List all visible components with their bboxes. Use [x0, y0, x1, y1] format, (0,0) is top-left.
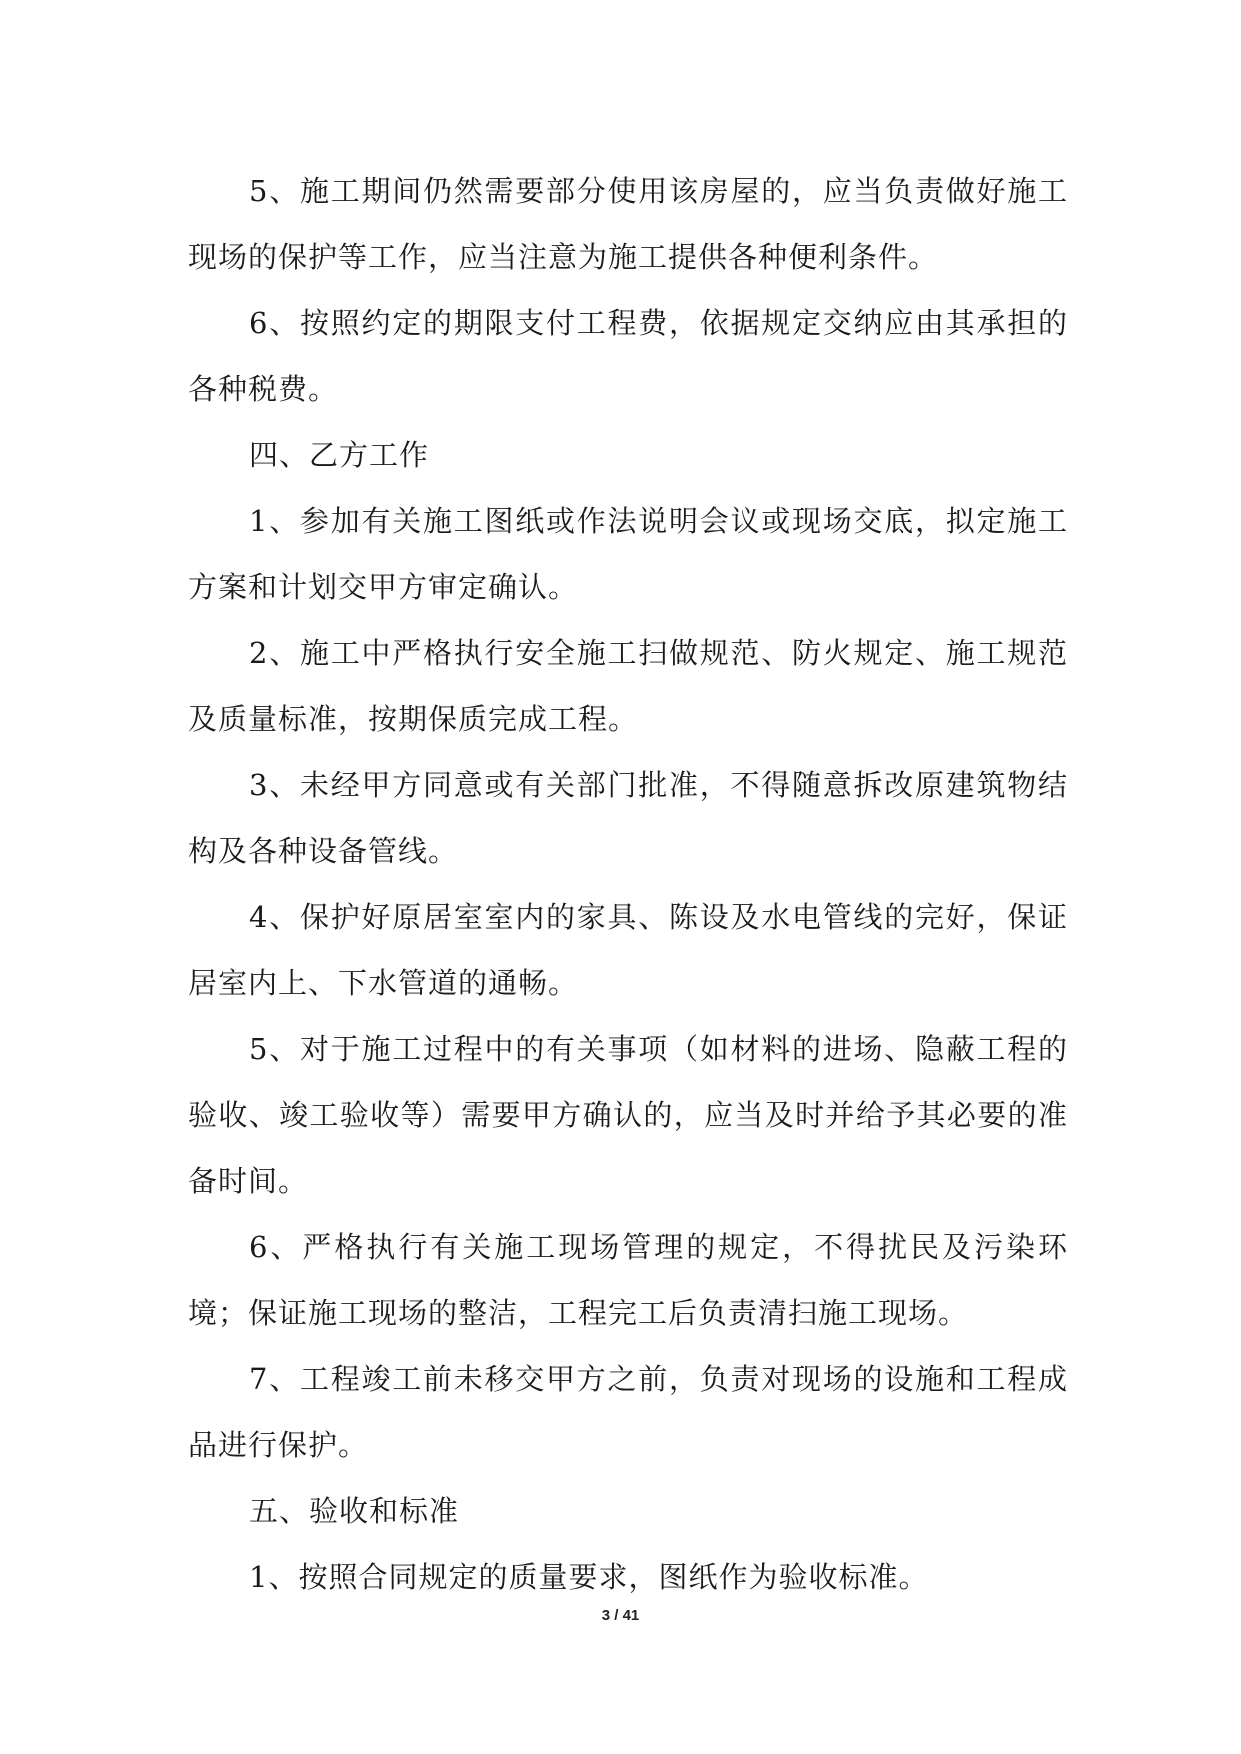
- paragraph: 1、参加有关施工图纸或作法说明会议或现场交底，拟定施工方案和计划交甲方审定确认。: [188, 504, 1068, 604]
- paragraph: 2、施工中严格执行安全施工扫做规范、防火规定、施工规范及质量标准，按期保质完成工程。: [188, 636, 1068, 736]
- paragraph: 5、对于施工过程中的有关事项（如材料的进场、隐蔽工程的验收、竣工验收等）需要甲方确认的，应当及时并给予其必要的准备时间。: [188, 1032, 1068, 1198]
- section-heading: 四、乙方工作: [249, 438, 430, 472]
- document-body: [188, 158, 1068, 1610]
- paragraph: 6、严格执行有关施工现场管理的规定，不得扰民及污染环境；保证施工现场的整洁，工程完工后负责清扫施工现场。: [188, 1230, 1068, 1330]
- page-number: 3 / 41: [601, 1607, 640, 1624]
- paragraph: 1、按照合同规定的质量要求，图纸作为验收标准。: [249, 1560, 929, 1594]
- paragraph: 7、工程竣工前未移交甲方之前，负责对现场的设施和工程成品进行保护。: [188, 1362, 1068, 1462]
- paragraph: 4、保护好原居室室内的家具、陈设及水电管线的完好，保证居室内上、下水管道的通畅。: [188, 900, 1068, 1000]
- paragraph: 6、按照约定的期限支付工程费，依据规定交纳应由其承担的各种税费。: [188, 306, 1068, 406]
- section-heading: 五、验收和标准: [249, 1494, 460, 1528]
- paragraph: 3、未经甲方同意或有关部门批准，不得随意拆改原建筑物结构及各种设备管线。: [188, 768, 1068, 868]
- paragraph: 5、施工期间仍然需要部分使用该房屋的，应当负责做好施工现场的保护等工作，应当注意为施工提供各种便利条件。: [188, 174, 1068, 274]
